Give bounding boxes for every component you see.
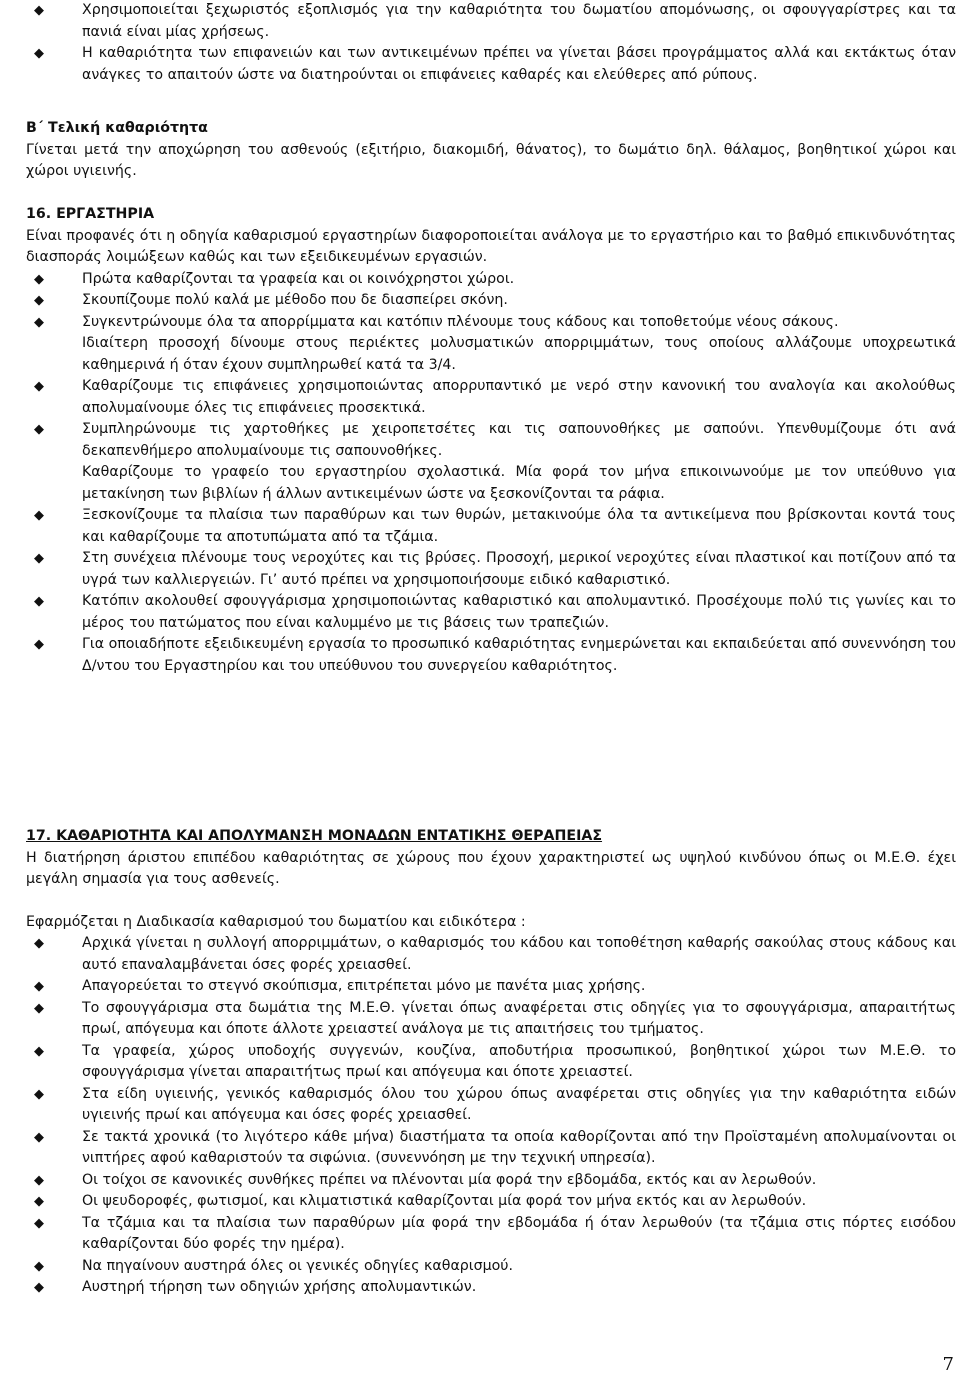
diamond-bullet-icon: ◆	[34, 314, 44, 330]
diamond-bullet-icon: ◆	[34, 3, 44, 18]
list-item: ◆ Το σφουγγάρισμα στα δωμάτια της Μ.Ε.Θ. γίνεται όπως αναφέρεται στις οδηγίες για το σφουγγάρισμα, απαραιτήτως πρωί, απόγευμα και όποτε άλλοτε χρειαστεί ανάλογα με τις απαιτήσεις του τμήματος.	[34, 999, 956, 1037]
diamond-bullet-icon: ◆	[34, 293, 44, 308]
list-item: ◆ Συμπληρώνουμε τις χαρτοθήκες με χειροπετσέτες και τις σαπουνοθήκες με σαπούνι. Υπενθυμίζουμε ότι ανά δεκαπενθήμερο απολυμαίνουμε τις σαπουνοθήκες.	[34, 421, 956, 459]
list-item: ◆ Χρησιμοποιείται ξεχωριστός εξοπλισμός για την καθαριότητα του δωματίου απομόνωσης, οι σφουγγαρίστρες και τα πανιά είναι μίας χρήσεως.	[34, 2, 956, 40]
section-17-heading: 17. ΚΑΘΑΡΙΟΤΗΤΑ ΚΑΙ ΑΠΟΛΥΜΑΝΣΗ ΜΟΝΑΔΩΝ ΕΝΤΑΤΙΚΗΣ ΘΕΡΑΠΕΙΑΣ	[26, 828, 603, 844]
top-bullets	[26, 0, 956, 86]
list-item: ◆ Σε τακτά χρονικά (το λιγότερο κάθε μήνα) διαστήματα τα οποία καθορίζονται από την Προϊσταμένη απολυμαίνονται οι νιπτήρες αφού καθαριστούν τα σιφώνια. (συνεννόηση με την τεχνική υπηρεσία).	[34, 1128, 956, 1166]
list-item: ◆ Για οποιαδήποτε εξειδικευμένη εργασία το προσωπικό καθαριότητας ενημερώνεται και εκπαιδεύεται από συνεννόηση του Δ/ντου του Εργαστηρίου και του υπεύθυνου του συνεργείου καθαριότητος.	[34, 636, 956, 674]
page-number: 7	[942, 1353, 954, 1375]
diamond-bullet-icon: ◆	[34, 1172, 44, 1188]
section-16	[26, 204, 956, 677]
diamond-bullet-icon: ◆	[34, 1215, 44, 1231]
section-b-heading: Β΄ Τελική καθαριότητα	[26, 120, 208, 136]
list-item: ◆ Κατόπιν ακολουθεί σφουγγάρισμα χρησιμοποιώντας καθαριστικό και απολυμαντικό. Προσέχουμε πολύ τις γωνίες και το μέρος του πατώματος που είναι καλυμμένο με τις βάσεις των τραπεζιών.	[34, 593, 956, 631]
section-17-applied: Εφαρμόζεται η Διαδικασία καθαρισμού του δωματίου και ειδικότερα :	[26, 913, 526, 930]
list-item-continuation: Καθαρίζουμε το γραφείο του εργαστηρίου σχολαστικά. Μία φορά τον μήνα επικοινωνούμε με τον υπεύθυνο για μετακίνηση των βιβλίων ή άλλων αντικειμένων ώστε να ξεσκονίζονται τα ράφια.	[82, 464, 956, 502]
diamond-bullet-icon: ◆	[34, 379, 44, 394]
list-item: ◆ Να πηγαίνουν αυστηρά όλες οι γενικές οδηγίες καθαρισμού.	[26, 1256, 956, 1278]
section-16-heading: 16. ΕΡΓΑΣΤΗΡΙΑ	[26, 206, 155, 222]
section-b	[26, 118, 956, 183]
section-17	[26, 826, 956, 1299]
list-item: ◆ Αρχικά γίνεται η συλλογή απορριμμάτων, ο καθαρισμός του κάδου και τοποθέτηση καθαρής σακούλας στους κάδους και αυτό επαναλαμβάνεται όσες φορές χρειασθεί.	[34, 935, 956, 973]
list-item: ◆ Στη συνέχεια πλένουμε τους νεροχύτες και τις βρύσες. Προσοχή, μερικοί νεροχύτες είναι πλαστικοί και ποτίζουν από τα υγρά των καλλιεργειών. Γι’ αυτό πρέπει να χρησιμοποιήσουμε ειδικό καθαριστικό.	[34, 550, 956, 588]
diamond-bullet-icon: ◆	[34, 46, 44, 61]
list-item: ◆ Τα τζάμια και τα πλαίσια των παραθύρων μία φορά την εβδομάδα ή όταν λερωθούν (τα τζάμια στις πόρτες εισόδου καθαρίζονται δύο φορές την ημέρα).	[34, 1214, 956, 1252]
diamond-bullet-icon: ◆	[34, 1129, 44, 1145]
list-item: ◆ Απαγορεύεται το στεγνό σκούπισμα, επιτρέπεται μόνο με πανέτα μιας χρήσης.	[26, 976, 956, 998]
diamond-bullet-icon: ◆	[34, 422, 44, 437]
diamond-bullet-icon: ◆	[34, 1194, 44, 1209]
diamond-bullet-icon: ◆	[34, 1043, 44, 1059]
diamond-bullet-icon: ◆	[34, 594, 44, 609]
diamond-bullet-icon: ◆	[34, 551, 44, 566]
diamond-bullet-icon: ◆	[34, 508, 44, 523]
diamond-bullet-icon: ◆	[34, 936, 44, 951]
list-item-continuation: Ιδιαίτερη προσοχή δίνουμε στους περιέκτες μολυσματικών απορριμμάτων, τους οποίους αλλάζουμε υποχρεωτικά καθημερινά ή όταν έχουν συμπληρωθεί κατά τα 3/4.	[82, 335, 956, 373]
list-item: ◆ Σκουπίζουμε πολύ καλά με μέθοδο που δε διασπείρει σκόνη.	[26, 290, 956, 312]
diamond-bullet-icon: ◆	[34, 979, 44, 994]
diamond-bullet-icon: ◆	[34, 1086, 44, 1102]
list-item: ◆ Καθαρίζουμε τις επιφάνειες χρησιμοποιώντας απορρυπαντικό με νερό στην κανονική του αναλογία και ακολούθως απολυμαίνουμε όλες τις επιφάνειες προσεκτικά.	[34, 378, 956, 416]
section-b-text: Γίνεται μετά την αποχώρηση του ασθενούς (εξιτήριο, διακομιδή, θάνατος), το δωμάτιο δηλ. θάλαμος, βοηθητικοί χώροι και χώροι υγιεινής.	[26, 141, 956, 179]
list-item: ◆ Αυστηρή τήρηση των οδηγιών χρήσης απολυμαντικών.	[26, 1277, 956, 1299]
section-17-intro: Η διατήρηση άριστου επιπέδου καθαριότητας σε χώρους που έχουν χαρακτηριστεί ως υψηλού κινδύνου όπως οι Μ.Ε.Θ. έχει μεγάλη σημασία για τους ασθενείς.	[26, 849, 956, 887]
diamond-bullet-icon: ◆	[34, 1258, 44, 1274]
list-item: ◆ Πρώτα καθαρίζονται τα γραφεία και οι κοινόχρηστοι χώροι.	[26, 269, 956, 291]
diamond-bullet-icon: ◆	[34, 271, 44, 287]
list-item: ◆ Οι ψευδοροφές, φωτισμοί, και κλιματιστικά καθαρίζονται μία φορά τον μήνα εκτός και αν λερωθούν.	[26, 1191, 956, 1213]
section-16-intro: Είναι προφανές ότι η οδηγία καθαρισμού εργαστηρίων διαφοροποιείται ανάλογα με το εργαστήριο και το βαθμό επικινδυνότητας διασποράς λοιμώξεων καθώς και των εξειδικευμένων εργασιών.	[26, 227, 956, 265]
list-item: ◆ Στα είδη υγιεινής, γενικός καθαρισμός όλου του χώρου όπως αναφέρεται στις οδηγίες για την καθαριότητα ειδών υγιεινής πρωί και απόγευμα και όσες φορές χρειασθεί.	[34, 1085, 956, 1123]
diamond-bullet-icon: ◆	[34, 637, 44, 652]
list-item: ◆ Συγκεντρώνουμε όλα τα απορρίμματα και κατόπιν πλένουμε τους κάδους και τοποθετούμε νέους σάκους.	[26, 312, 956, 334]
list-item: ◆ Τα γραφεία, χώρος υποδοχής συγγενών, κουζίνα, αποδυτήρια προσωπικού, βοηθητικοί χώροι των Μ.Ε.Θ. το σφουγγάρισμα γίνεται απαραιτήτως πρωί και απόγευμα και όποτε χρειαστεί.	[34, 1042, 956, 1080]
diamond-bullet-icon: ◆	[34, 1000, 44, 1016]
list-item: ◆ Ξεσκονίζουμε τα πλαίσια των παραθύρων και των θυρών, μετακινούμε όλα τα αντικείμενα που βρίσκονται κοντά τους και καθαρίζουμε τα αποτυπώματα από τα τζάμια.	[34, 507, 956, 545]
list-item: ◆ Οι τοίχοι σε κανονικές συνθήκες πρέπει να πλένονται μία φορά την εβδομάδα, εκτός και αν λερωθούν.	[26, 1170, 956, 1192]
list-item: ◆ Η καθαριότητα των επιφανειών και των αντικειμένων πρέπει να γίνεται βάσει προγράμματος αλλά και εκτάκτως όταν ανάγκες το απαιτούν ώστε να διατηρούνται οι επιφάνειες καθαρές και ελεύθερες από ρύπους.	[34, 45, 956, 83]
diamond-bullet-icon: ◆	[34, 1280, 44, 1295]
